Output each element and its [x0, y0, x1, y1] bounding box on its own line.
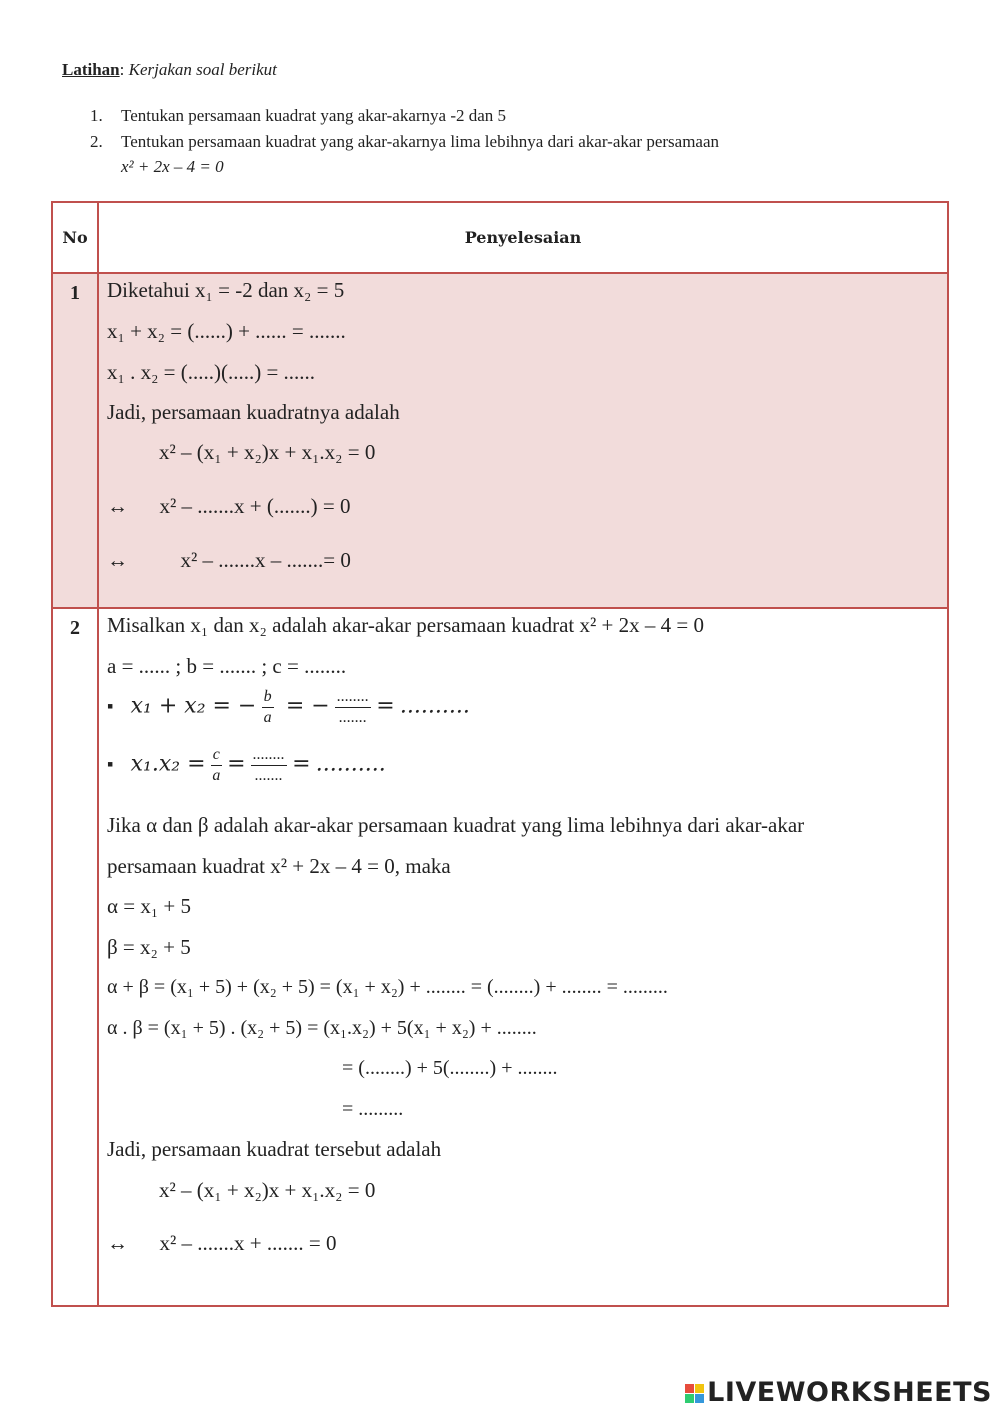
page-header: Latihan: Kerjakan soal berikut: [62, 60, 277, 79]
fraction-c-over-a: $\frac{c}{a}$: [212, 746, 221, 784]
logo-icon: [685, 1384, 704, 1403]
row1-line: x² – (x₁ + x₂)x + x₁.x₂ = 0: [159, 440, 376, 464]
row2-line: Jadi, persamaan kuadrat tersebut adalah: [107, 1137, 442, 1161]
row1-line: ↔ x² – .......x – .......= 0: [107, 548, 351, 572]
row2-number: 2: [52, 608, 98, 1306]
header-no: No: [52, 202, 98, 273]
row2-line: ↔ x² – .......x + ....... = 0: [107, 1231, 337, 1255]
header-solution: Penyelesaian: [98, 202, 948, 273]
question-2: 2. Tentukan persamaan kuadrat yang akar-akarnya lima lebihnya dari akar-akar persamaan: [90, 132, 720, 151]
solution-table: [51, 201, 949, 1307]
row2-solution[interactable]: [98, 608, 948, 1306]
row2-line: Misalkan x₁ dan x₂ adalah akar-akar persamaan kuadrat x² + 2x – 4 = 0: [107, 613, 704, 637]
question-1: 1. Tentukan persamaan kuadrat yang akar-akarnya -2 dan 5: [90, 106, 507, 125]
row2-line: a = ...... ; b = ....... ; c = ........: [107, 654, 347, 678]
fraction-b-over-a: $\frac{b}{a}$: [263, 688, 272, 726]
fraction-blank[interactable]: $\frac{........}{.......}$: [336, 688, 369, 726]
sum-formula: ▪ x₁ + x₂ = − $\frac{b}{a}$ = − $\frac{........}{.......}$ = ..........: [107, 688, 470, 726]
bullet-icon: ▪: [107, 696, 114, 717]
row2-line: α = x₁ + 5: [107, 894, 192, 918]
row1-line: Jadi, persamaan kuadratnya adalah: [107, 400, 400, 424]
row1-line: x₁ + x₂ = (......) + ...... = .......: [107, 319, 346, 343]
row2-line: = .........: [342, 1098, 404, 1120]
row2-line: x² – (x₁ + x₂)x + x₁.x₂ = 0: [159, 1178, 376, 1202]
row2-line: α . β = (x₁ + 5) . (x₂ + 5) = (x₁.x₂) + 5(x₁ + x₂) + ........: [107, 1017, 537, 1039]
fraction-blank[interactable]: $\frac{........}{.......}$: [252, 746, 285, 784]
row1-line: ↔ x² – .......x + (.......) = 0: [107, 494, 351, 518]
row2-line: = (........) + 5(........) + ........: [342, 1057, 558, 1079]
header-subtitle: Kerjakan soal berikut: [128, 60, 277, 79]
product-formula: ▪ x₁.x₂ = $\frac{c}{a}$ = $\frac{........}{.......}$ = ..........: [107, 746, 386, 784]
liveworksheets-logo: LIVEWORKSHEETS: [685, 1377, 992, 1408]
header-title: Latihan: [62, 60, 120, 79]
row2-line: β = x₂ + 5: [107, 935, 191, 959]
row1-line: Diketahui x₁ = -2 dan x₂ = 5: [107, 278, 345, 302]
row2-line: α + β = (x₁ + 5) + (x₂ + 5) = (x₁ + x₂) + ........ = (........) + ........ = .........: [107, 976, 668, 998]
row1-line: x₁ . x₂ = (.....)(.....) = ......: [107, 360, 316, 384]
row2-line: Jika α dan β adalah akar-akar persamaan kuadrat yang lima lebihnya dari akar-akar: [107, 813, 805, 837]
question-2-equation: x² + 2x – 4 = 0: [121, 157, 224, 176]
row2-line: persamaan kuadrat x² + 2x – 4 = 0, maka: [107, 854, 451, 878]
row1-number: 1: [52, 273, 98, 608]
bullet-icon: ▪: [107, 754, 114, 775]
row1-solution[interactable]: [98, 273, 948, 608]
